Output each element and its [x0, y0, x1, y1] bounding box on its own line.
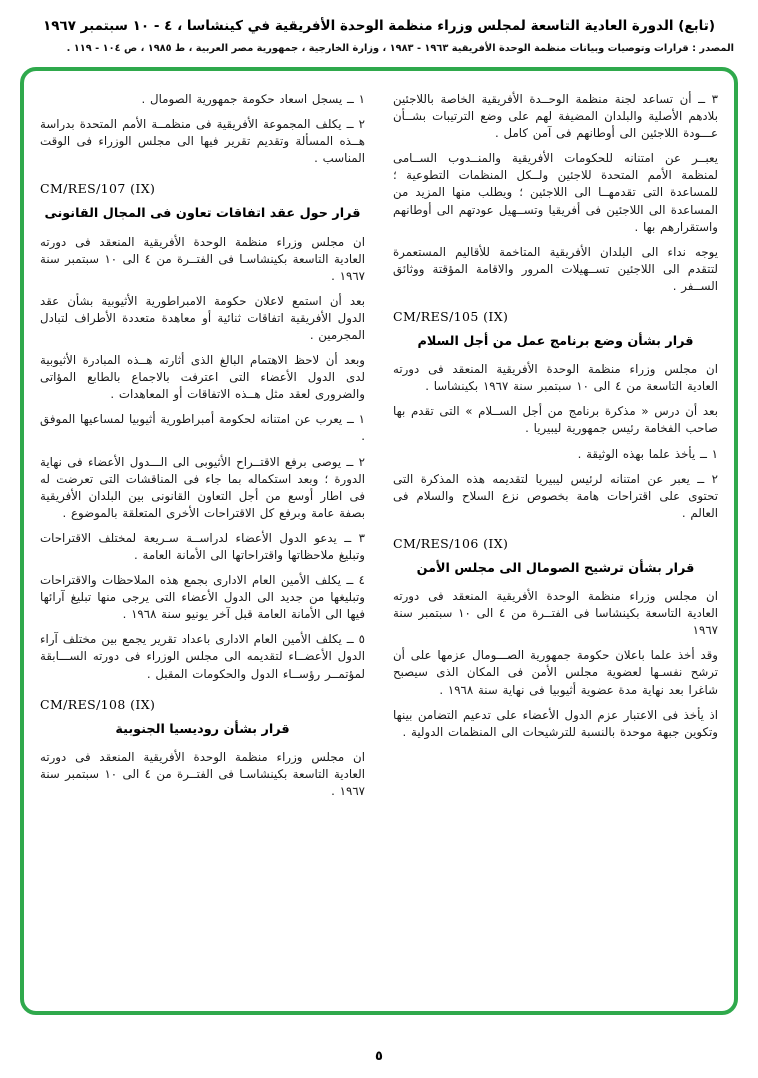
paragraph: ان مجلس وزراء منظمة الوحدة الأفريقية المنعقد فى دورته العادية التاسعة بكينشاسا فى الفتــرة من ٤ الى ١٠ سبتمبر سنة ١٩٦٧: [393, 589, 718, 638]
column-right: [393, 91, 718, 1011]
paragraph: ١ ــ يأخذ علما بهذه الوثيقة .: [577, 446, 718, 461]
paragraph: وبعد أن لاحظ الاهتمام البالغ الذى أثارته هــذه المبادرة الأثيوبية لدى الدول الأعضاء التى اعترفت بالاجماع بالطابع المؤاتى والضرورى لعقد مثل هــذه الاتفاقات أو المعاهدات .: [40, 353, 365, 402]
paragraph: ان مجلس وزراء منظمة الوحدة الأفريقية المنعقد فى دورته العادية التاسعة من ٤ الى ١٠ سبتمبر سنة ١٩٦٧ بكينشاسا .: [393, 362, 718, 394]
resolution-number: CM/RES/107 (IX): [40, 181, 156, 197]
resolution-number: CM/RES/105 (IX): [393, 308, 509, 324]
paragraph: ١ ــ يعرب عن امتنانه لحكومة أمبراطورية أثيوبيا لمساعيها الموفق .: [40, 412, 365, 444]
paragraph: ٣ ــ يدعو الدول الأعضاء لدراســة سـريعة لمختلف الاقتراحات وتبليغ ملاحظاتها واقتراحاتها الى الأمانة العامة .: [40, 530, 365, 562]
document-title: (تابع) الدورة العادية التاسعة لمجلس وزراء منظمة الوحدة الأفريقية في كينشاسا ، ٤ - ١٠ سبتمبر ١٩٦٧: [43, 18, 715, 34]
paragraph: ٥ ــ يكلف الأمين العام الادارى باعداد تقرير يجمع بين مختلف آراء الدول الأعضــاء لتقديمه الى مجلس الوزراء فى دورته الســـابقة لمؤتمــر رؤســاء الدول والحكومات المقبل .: [40, 632, 365, 681]
resolution-title: قرار بشأن وضع برنامج عمل من أجل السلام: [417, 333, 694, 349]
document-header: [0, 0, 758, 57]
paragraph: ان مجلس وزراء منظمة الوحدة الأفريقية المنعقد فى دورته العادية التاسعة بكينشاسـا فى الفتــرة من ٤ الى ١٠ سبتمبر سنة ١٩٦٧ .: [40, 234, 365, 283]
paragraph: يعبــر عن امتنانه للحكومات الأفريقية والمنــدوب الســامى لمنظمة الأمم المتحدة للاجئين ولــكل المنظمات التطوعية ؛ للمساعدة التى تقدمهــا الى اللاجئين ؛ ويطلب منها المزيد من المساعدة الى اللاجئين فى أفريقيا وتســهيل عودتهم الى أوطانهم واستقرارهم بها .: [393, 151, 718, 234]
resolution-number: CM/RES/106 (IX): [393, 535, 509, 551]
resolution-title: قرار حول عقد اتفاقات تعاون فى المجال القانونى: [44, 206, 361, 222]
resolution-title: قرار بشأن روديسيا الجنوبية: [115, 721, 290, 737]
paragraph: ٣ ــ أن تساعد لجنة منظمة الوحــدة الأفريقية الخاصة باللاجئين بلادهم الأصلية والبلدان المضيفة لهم على وضع الترتيبات بشــأن عـــودة اللاجئين الى أوطانهم فى آمن كامل .: [393, 91, 718, 141]
paragraph: ١ ــ يسجل اسعاد حكومة جمهورية الصومال .: [141, 91, 365, 106]
paragraph: وقد أخذ علما باعلان حكومة جمهورية الصـــومال عزمها على أن ترشح نفسـها لعضوية مجلس الأمن فى المكان الذى سيصبح شاغرا بعد نهاية مدة عضوية أثيوبيا فى نهاية سنة ١٩٦٨ .: [393, 648, 718, 697]
green-border-frame: [20, 67, 738, 1015]
paragraph: ٢ ــ يوصى برفع الاقتــراح الأثيوبى الى الـــدول الأعضاء فى نهاية الدورة ؛ وبعد استكماله بما جاء فى المناقشات التى تعرضت له فى اطار أوسع من أجل التعاون القانونى بين البلدان الأفريقية بصفة عامة وبرفع كل الاقتراحات الأخرى المتعلقة بالموضوع .: [40, 454, 365, 520]
resolution-number: CM/RES/108 (IX): [40, 696, 156, 712]
paragraph: ٢ ــ يعبر عن امتنانه لرئيس ليبيريا لتقديمه هذه المذكرة التى تحتوى على اقتراحات هامة بخصوص نزع السلاح والسلام فى العالم .: [393, 471, 718, 520]
page-number: ٥: [375, 1049, 383, 1064]
resolution-title: قرار بشأن ترشيح الصومال الى مجلس الأمن: [416, 560, 695, 576]
paragraph: بعد أن درس « مذكرة برنامج من أجل الســلام » التى تقدم بها صاحب الفخامة رئيس جمهورية ليبيريا .: [393, 404, 718, 436]
paragraph: ٢ ــ يكلف المجموعة الأفريقية فى منظمــة الأمم المتحدة بدراسة هــذه المسألة وتقديم تقرير فيها الى مجلس الوزراء فى الوقت المناسب .: [40, 117, 365, 166]
column-left: [40, 91, 365, 1011]
paragraph: بعد أن استمع لاعلان حكومة الامبراطورية الأثيوبية بشأن عقد الدول الأفريقية اتفاقات ثنائية أو معاهدة متعددة الأطراف لتبادل المجرمين .: [40, 293, 365, 342]
document-source: المصدر : قرارات وتوصيات وبيانات منظمة الوحدة الأفريقية ١٩٦٣ - ١٩٨٣ ، وزارة الخارجية ، جمهورية مصر العربية ، ط ١٩٨٥ ، ص ١٠٤ - ١١٩ .: [66, 43, 734, 55]
text-columns: [40, 91, 718, 1011]
paragraph: ان مجلس وزراء منظمة الوحدة الأفريقية المنعقد فى دورته العادية التاسعة بكينشاسـا فى الفتــرة من ٤ الى ١٠ سبتمبر سنة ١٩٦٧ .: [40, 749, 365, 799]
paragraph: يوجه نداء الى البلدان الأفريقية المتاخمة للأقاليم المستعمرة لتتقدم الى اللاجئين تســهيلات المرور والاقامة المؤقتة ووثائق الســفر .: [393, 244, 718, 293]
paragraph: ٤ ــ يكلف الأمين العام الادارى بجمع هذه الملاحظات والاقتراحات وتبليغها من جديد الى الدول الأعضاء التى يرجى منها تبليغ آرائها فيها الى الأمانة العامة قبل آخر يونيو سنة ١٩٦٨ .: [40, 573, 365, 622]
paragraph: اذ يأخذ فى الاعتبار عزم الدول الأعضاء على تدعيم التضامن بينها وتكوين جبهة موحدة بالنسبة للترشيحات الى المنظمات الدولية .: [393, 707, 718, 739]
